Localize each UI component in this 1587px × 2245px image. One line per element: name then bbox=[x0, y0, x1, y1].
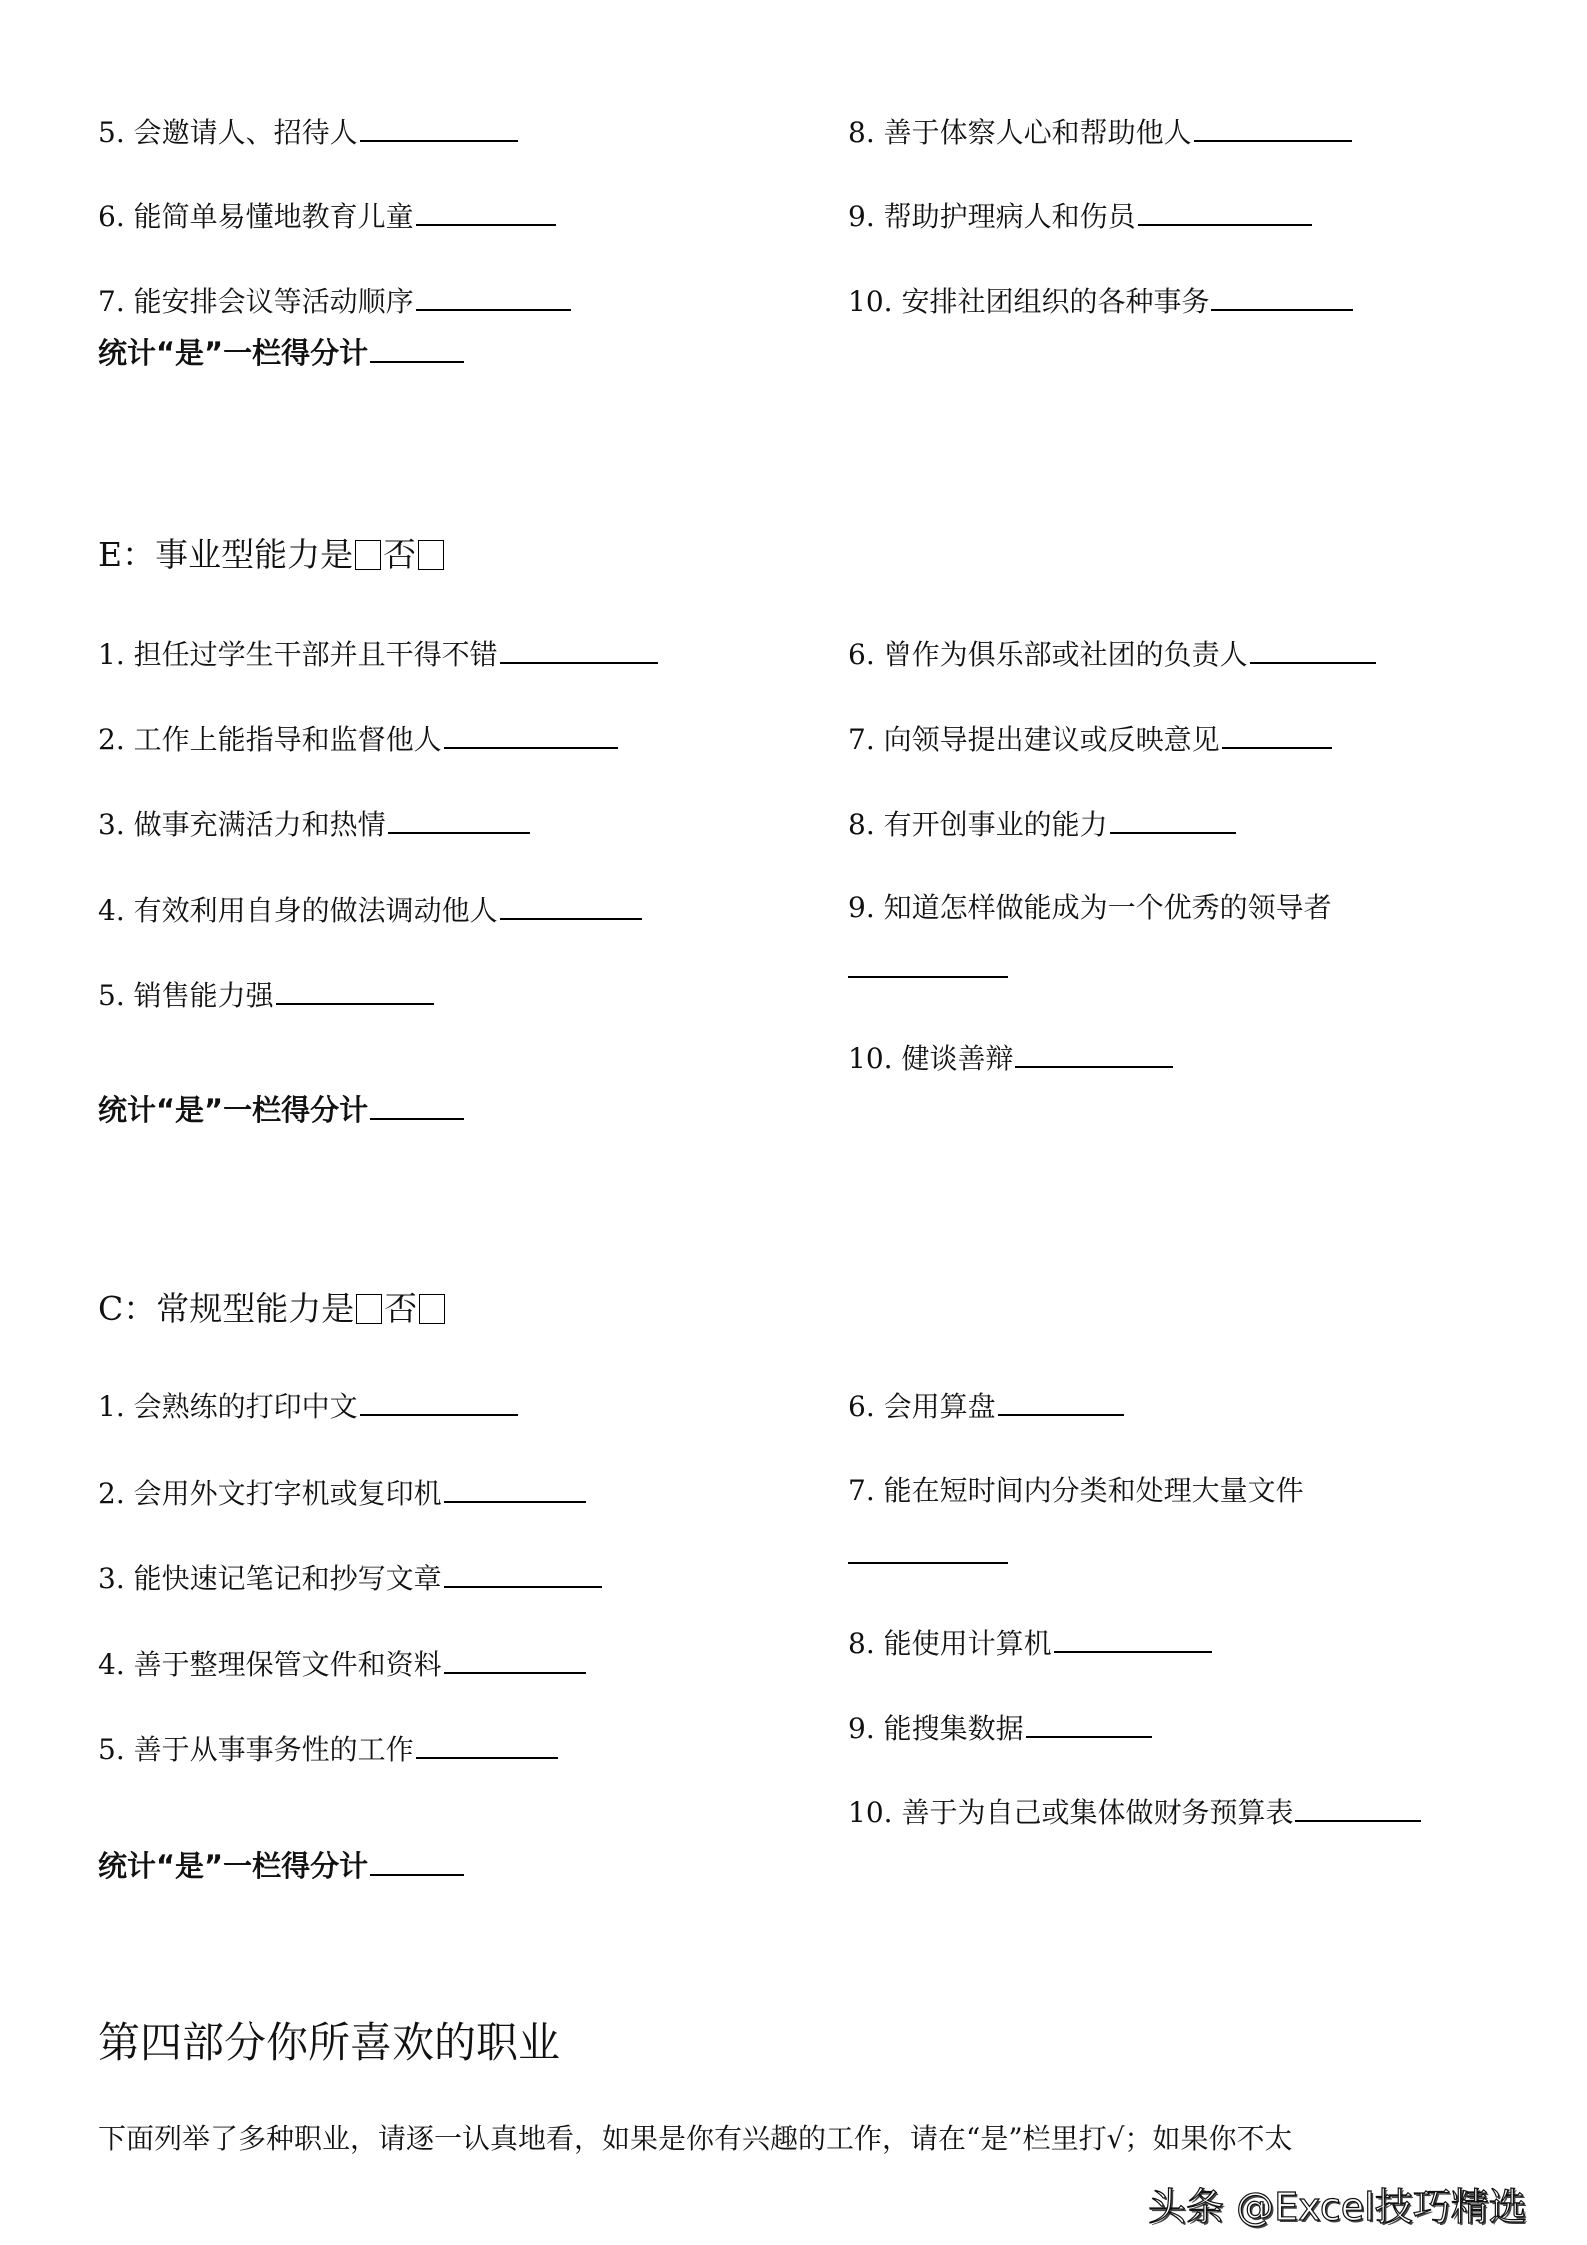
item-text: 担任过学生干部并且干得不错 bbox=[133, 638, 498, 671]
answer-blank[interactable] bbox=[848, 1562, 1008, 1564]
item-text: 帮助护理病人和伤员 bbox=[883, 200, 1136, 233]
item-text: 会熟练的打印中文 bbox=[133, 1390, 358, 1423]
e-item-6 bbox=[848, 634, 1376, 673]
answer-blank[interactable] bbox=[444, 1644, 586, 1674]
heading-text: E：事业型能力是 bbox=[98, 535, 354, 574]
item-number: 9. bbox=[848, 891, 875, 924]
item-number: 5. bbox=[98, 1733, 125, 1766]
item-text: 有效利用自身的做法调动他人 bbox=[133, 894, 498, 927]
item-number: 7. bbox=[98, 285, 125, 318]
answer-blank[interactable] bbox=[388, 804, 530, 834]
item-text: 曾作为俱乐部或社团的负责人 bbox=[883, 638, 1248, 671]
answer-blank[interactable] bbox=[1110, 804, 1236, 834]
item-number: 10. bbox=[848, 285, 893, 318]
part-four-intro: 下面列举了多种职业，请逐一认真地看，如果是你有兴趣的工作，请在“是”栏里打√；如果你不太 bbox=[98, 2122, 1293, 2155]
item-text: 销售能力强 bbox=[133, 979, 274, 1012]
answer-blank[interactable] bbox=[1015, 1038, 1173, 1068]
item-text: 能简单易懂地教育儿童 bbox=[133, 200, 414, 233]
answer-blank[interactable] bbox=[360, 1386, 518, 1416]
answer-blank[interactable] bbox=[444, 1473, 586, 1503]
c-item-5 bbox=[98, 1729, 558, 1768]
item-text: 做事充满活力和热情 bbox=[133, 808, 386, 841]
c-score-line bbox=[98, 1846, 464, 1884]
item-text: 善于体察人心和帮助他人 bbox=[883, 116, 1192, 149]
section-e-heading bbox=[98, 534, 446, 576]
item-number: 6. bbox=[848, 638, 875, 671]
item-number: 1. bbox=[98, 638, 125, 671]
item-number: 5. bbox=[98, 979, 125, 1012]
item-number: 3. bbox=[98, 1562, 125, 1595]
answer-blank[interactable] bbox=[1054, 1623, 1212, 1653]
score-label: 统计“是”一栏得分计 bbox=[98, 336, 369, 370]
e-item-3 bbox=[98, 804, 530, 843]
item-number: 6. bbox=[848, 1390, 875, 1423]
e-item-4 bbox=[98, 890, 642, 929]
item-text: 工作上能指导和监督他人 bbox=[133, 723, 442, 756]
s-item-6 bbox=[98, 196, 556, 235]
item-text: 能搜集数据 bbox=[883, 1712, 1024, 1745]
answer-blank[interactable] bbox=[1250, 634, 1376, 664]
score-label: 统计“是”一栏得分计 bbox=[98, 1849, 369, 1883]
no-checkbox[interactable] bbox=[419, 1294, 445, 1324]
item-number: 4. bbox=[98, 1648, 125, 1681]
c-item-3 bbox=[98, 1558, 602, 1597]
part-four-title: 第四部分你所喜欢的职业 bbox=[98, 2018, 561, 2067]
answer-blank[interactable] bbox=[998, 1386, 1124, 1416]
item-text: 会用外文打字机或复印机 bbox=[133, 1477, 442, 1510]
item-number: 9. bbox=[848, 200, 875, 233]
answer-blank[interactable] bbox=[1194, 112, 1352, 142]
s-score-line bbox=[98, 333, 464, 371]
item-number: 7. bbox=[848, 1474, 875, 1507]
item-text: 善于从事事务性的工作 bbox=[133, 1733, 414, 1766]
answer-blank[interactable] bbox=[500, 634, 658, 664]
watermark: 头条 @Excel技巧精选 bbox=[1148, 2185, 1527, 2229]
e-item-2 bbox=[98, 719, 618, 758]
item-number: 10. bbox=[848, 1042, 893, 1075]
answer-blank[interactable] bbox=[416, 196, 556, 226]
item-number: 1. bbox=[98, 1390, 125, 1423]
answer-blank[interactable] bbox=[848, 976, 1008, 978]
c-item-10 bbox=[848, 1792, 1421, 1831]
yes-checkbox[interactable] bbox=[356, 1294, 382, 1324]
item-text: 有开创事业的能力 bbox=[883, 808, 1108, 841]
c-item-1 bbox=[98, 1386, 518, 1425]
item-text: 能快速记笔记和抄写文章 bbox=[133, 1562, 442, 1595]
item-number: 8. bbox=[848, 116, 875, 149]
score-label: 统计“是”一栏得分计 bbox=[98, 1093, 369, 1127]
e-item-5 bbox=[98, 975, 434, 1014]
answer-blank[interactable] bbox=[1138, 196, 1312, 226]
item-number: 5. bbox=[98, 116, 125, 149]
item-text: 善于整理保管文件和资料 bbox=[133, 1648, 442, 1681]
item-text: 能在短时间内分类和处理大量文件 bbox=[883, 1474, 1304, 1507]
score-blank[interactable] bbox=[370, 1090, 464, 1120]
item-number: 9. bbox=[848, 1712, 875, 1745]
answer-blank[interactable] bbox=[416, 281, 571, 311]
c-item-6 bbox=[848, 1386, 1124, 1425]
e-item-9 bbox=[848, 890, 1332, 926]
item-text: 能使用计算机 bbox=[883, 1627, 1052, 1660]
item-text: 会邀请人、招待人 bbox=[133, 116, 358, 149]
answer-blank[interactable] bbox=[1295, 1792, 1421, 1822]
answer-blank[interactable] bbox=[444, 1558, 602, 1588]
item-text: 善于为自己或集体做财务预算表 bbox=[901, 1796, 1294, 1829]
item-number: 10. bbox=[848, 1796, 893, 1829]
e-item-8 bbox=[848, 804, 1236, 843]
answer-blank[interactable] bbox=[1211, 281, 1353, 311]
e-item-10 bbox=[848, 1038, 1173, 1077]
s-item-9 bbox=[848, 196, 1312, 235]
item-text: 向领导提出建议或反映意见 bbox=[883, 723, 1220, 756]
item-number: 7. bbox=[848, 723, 875, 756]
item-number: 8. bbox=[848, 808, 875, 841]
e-item-1 bbox=[98, 634, 658, 673]
s-item-8 bbox=[848, 112, 1352, 151]
item-number: 6. bbox=[98, 200, 125, 233]
item-number: 4. bbox=[98, 894, 125, 927]
answer-blank[interactable] bbox=[500, 890, 642, 920]
answer-blank[interactable] bbox=[416, 1729, 558, 1759]
heading-no-label: 否 bbox=[384, 1289, 418, 1328]
answer-blank[interactable] bbox=[1026, 1708, 1152, 1738]
c-item-7 bbox=[848, 1473, 1304, 1509]
c-item-9 bbox=[848, 1708, 1152, 1747]
s-item-5 bbox=[98, 112, 518, 151]
item-text: 安排社团组织的各种事务 bbox=[901, 285, 1210, 318]
heading-no-label: 否 bbox=[383, 535, 417, 574]
item-number: 3. bbox=[98, 808, 125, 841]
item-number: 8. bbox=[848, 1627, 875, 1660]
item-text: 能安排会议等活动顺序 bbox=[133, 285, 414, 318]
s-item-10 bbox=[848, 281, 1353, 320]
score-blank[interactable] bbox=[370, 1846, 464, 1876]
e-item-7 bbox=[848, 719, 1332, 758]
heading-text: C：常规型能力是 bbox=[98, 1289, 355, 1328]
answer-blank[interactable] bbox=[360, 112, 518, 142]
item-text: 会用算盘 bbox=[883, 1390, 996, 1423]
yes-checkbox[interactable] bbox=[355, 540, 381, 570]
answer-blank[interactable] bbox=[276, 975, 434, 1005]
e-score-line bbox=[98, 1090, 464, 1128]
item-number: 2. bbox=[98, 1477, 125, 1510]
answer-blank[interactable] bbox=[1222, 719, 1332, 749]
c-item-4 bbox=[98, 1644, 586, 1683]
no-checkbox[interactable] bbox=[418, 540, 444, 570]
c-item-2 bbox=[98, 1473, 586, 1512]
item-text: 健谈善辩 bbox=[901, 1042, 1014, 1075]
section-c-heading bbox=[98, 1288, 447, 1330]
s-item-7 bbox=[98, 281, 571, 320]
item-number: 2. bbox=[98, 723, 125, 756]
c-item-8 bbox=[848, 1623, 1212, 1662]
answer-blank[interactable] bbox=[444, 719, 618, 749]
score-blank[interactable] bbox=[370, 333, 464, 363]
item-text: 知道怎样做能成为一个优秀的领导者 bbox=[883, 891, 1332, 924]
